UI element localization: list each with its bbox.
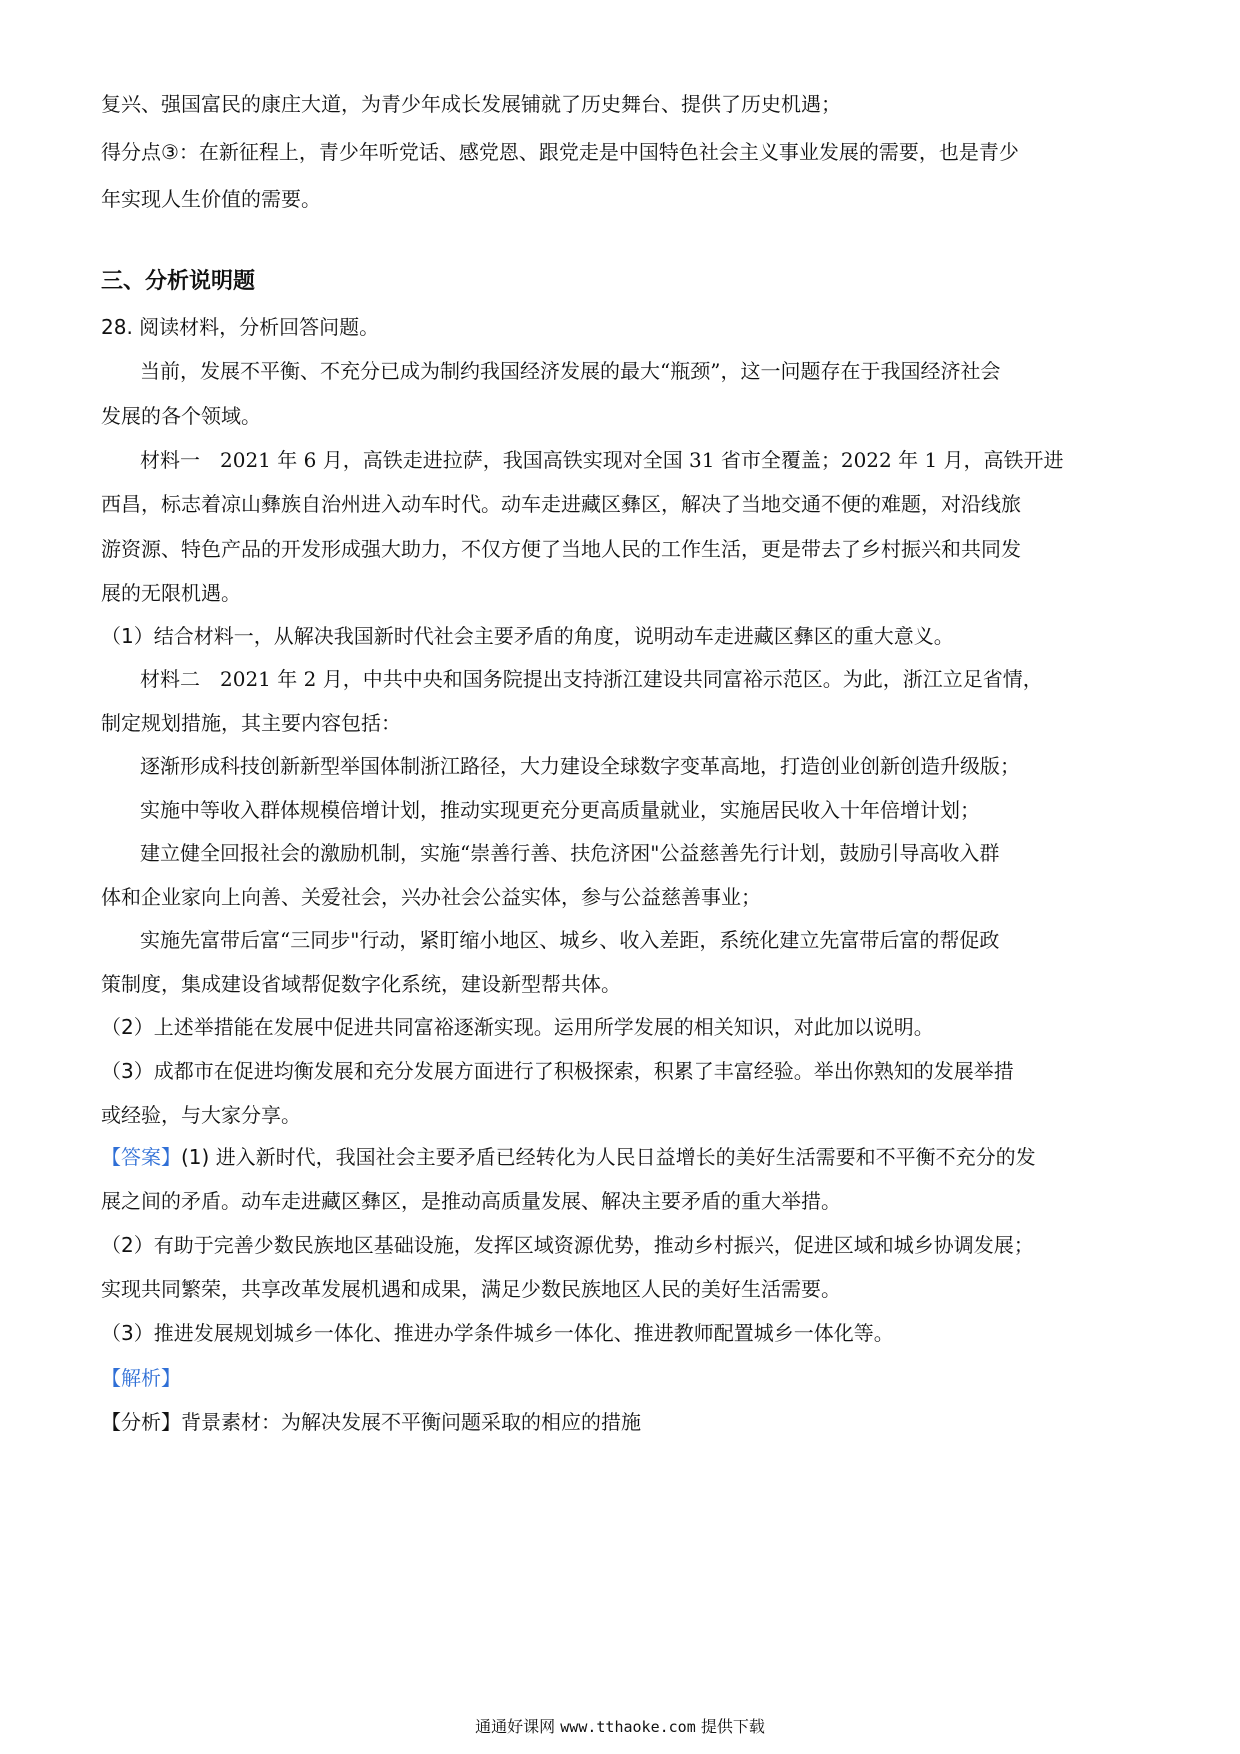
material-one-line: 材料一 2021 年 6 月，高铁走进拉萨，我国高铁实现对全国 31 省市全覆盖；2022 年 1 月，高铁开进 xyxy=(140,448,1064,472)
text-line: 年实现人生价值的需要。 xyxy=(101,187,321,211)
question-number: 28. 阅读材料，分析回答问题。 xyxy=(101,315,380,339)
sub-question: （1）结合材料一，从解决我国新时代社会主要矛盾的角度，说明动车走进藏区彝区的重大意义。 xyxy=(101,624,954,648)
material-two-line: 实施中等收入群体规模倍增计划，推动实现更充分更高质量就业，实施居民收入十年倍增计划； xyxy=(140,798,980,822)
answer-line xyxy=(101,1143,1036,1171)
material-two-line: 体和企业家向上向善、关爱社会，兴办社会公益实体，参与公益慈善事业； xyxy=(101,885,761,909)
material-one-line: 游资源、特色产品的开发形成强大助力，不仅方便了当地人民的工作生活，更是带去了乡村振兴和共同发 xyxy=(101,537,1021,561)
answer-line: （3）推进发展规划城乡一体化、推进办学条件城乡一体化、推进教师配置城乡一体化等。 xyxy=(101,1321,894,1345)
page-footer xyxy=(0,1716,1240,1738)
answer-line: （2）有助于完善少数民族地区基础设施，发挥区域资源优势，推动乡村振兴，促进区域和城乡协调发展； xyxy=(101,1233,1034,1257)
material-two-line: 实施先富带后富“三同步"行动，紧盯缩小地区、城乡、收入差距，系统化建立先富带后富的帮促政 xyxy=(140,928,1000,952)
paragraph-line: 当前，发展不平衡、不充分已成为制约我国经济发展的最大“瓶颈”，这一问题存在于我国经济社会 xyxy=(140,359,1001,383)
material-two-line: 建立健全回报社会的激励机制，实施“崇善行善、扶危济困"公益慈善先行计划，鼓励引导高收入群 xyxy=(140,841,1000,865)
answer-line: 实现共同繁荣，共享改革发展机遇和成果，满足少数民族地区人民的美好生活需要。 xyxy=(101,1277,841,1301)
text-line: 复兴、强国富民的康庄大道，为青少年成长发展铺就了历史舞台、提供了历史机遇； xyxy=(101,92,841,116)
analysis-label: 【解析】 xyxy=(101,1366,181,1390)
sub-question: （2）上述举措能在发展中促进共同富裕逐渐实现。运用所学发展的相关知识，对此加以说明。 xyxy=(101,1015,934,1039)
material-two-line: 逐渐形成科技创新新型举国体制浙江路径，大力建设全球数字变革高地，打造创业创新创造升级版； xyxy=(140,754,1020,778)
material-one-line: 西昌，标志着凉山彝族自治州进入动车时代。动车走进藏区彝区，解决了当地交通不便的难题，对沿线旅 xyxy=(101,492,1021,516)
footer-site: 通通好课网 xyxy=(475,1717,556,1736)
answer-label: 【答案】 xyxy=(101,1145,181,1169)
material-two-line: 材料二 2021 年 2 月，中共中央和国务院提出支持浙江建设共同富裕示范区。为此，浙江立足省情， xyxy=(140,667,1043,691)
material-two-line: 制定规划措施，其主要内容包括： xyxy=(101,711,401,735)
analysis-text: 【分析】背景素材：为解决发展不平衡问题采取的相应的措施 xyxy=(101,1410,641,1434)
section-heading: 三、分析说明题 xyxy=(101,269,256,294)
footer-url[interactable]: www.tthaoke.com xyxy=(560,1718,696,1736)
sub-question: （3）成都市在促进均衡发展和充分发展方面进行了积极探索，积累了丰富经验。举出你熟知的发展举措 xyxy=(101,1059,1014,1083)
answer-line: 展之间的矛盾。动车走进藏区彝区，是推动高质量发展、解决主要矛盾的重大举措。 xyxy=(101,1189,841,1213)
text-line: 得分点③：在新征程上，青少年听党话、感党恩、跟党走是中国特色社会主义事业发展的需要，也是青少 xyxy=(101,140,1019,164)
sub-question: 或经验，与大家分享。 xyxy=(101,1103,301,1127)
footer-suffix: 提供下载 xyxy=(700,1717,765,1736)
answer-text: (1) 进入新时代，我国社会主要矛盾已经转化为人民日益增长的美好生活需要和不平衡不充分的发 xyxy=(181,1145,1036,1169)
material-one-line: 展的无限机遇。 xyxy=(101,581,241,605)
material-two-line: 策制度，集成建设省域帮促数字化系统，建设新型帮共体。 xyxy=(101,972,621,996)
paragraph-line: 发展的各个领域。 xyxy=(101,404,261,428)
